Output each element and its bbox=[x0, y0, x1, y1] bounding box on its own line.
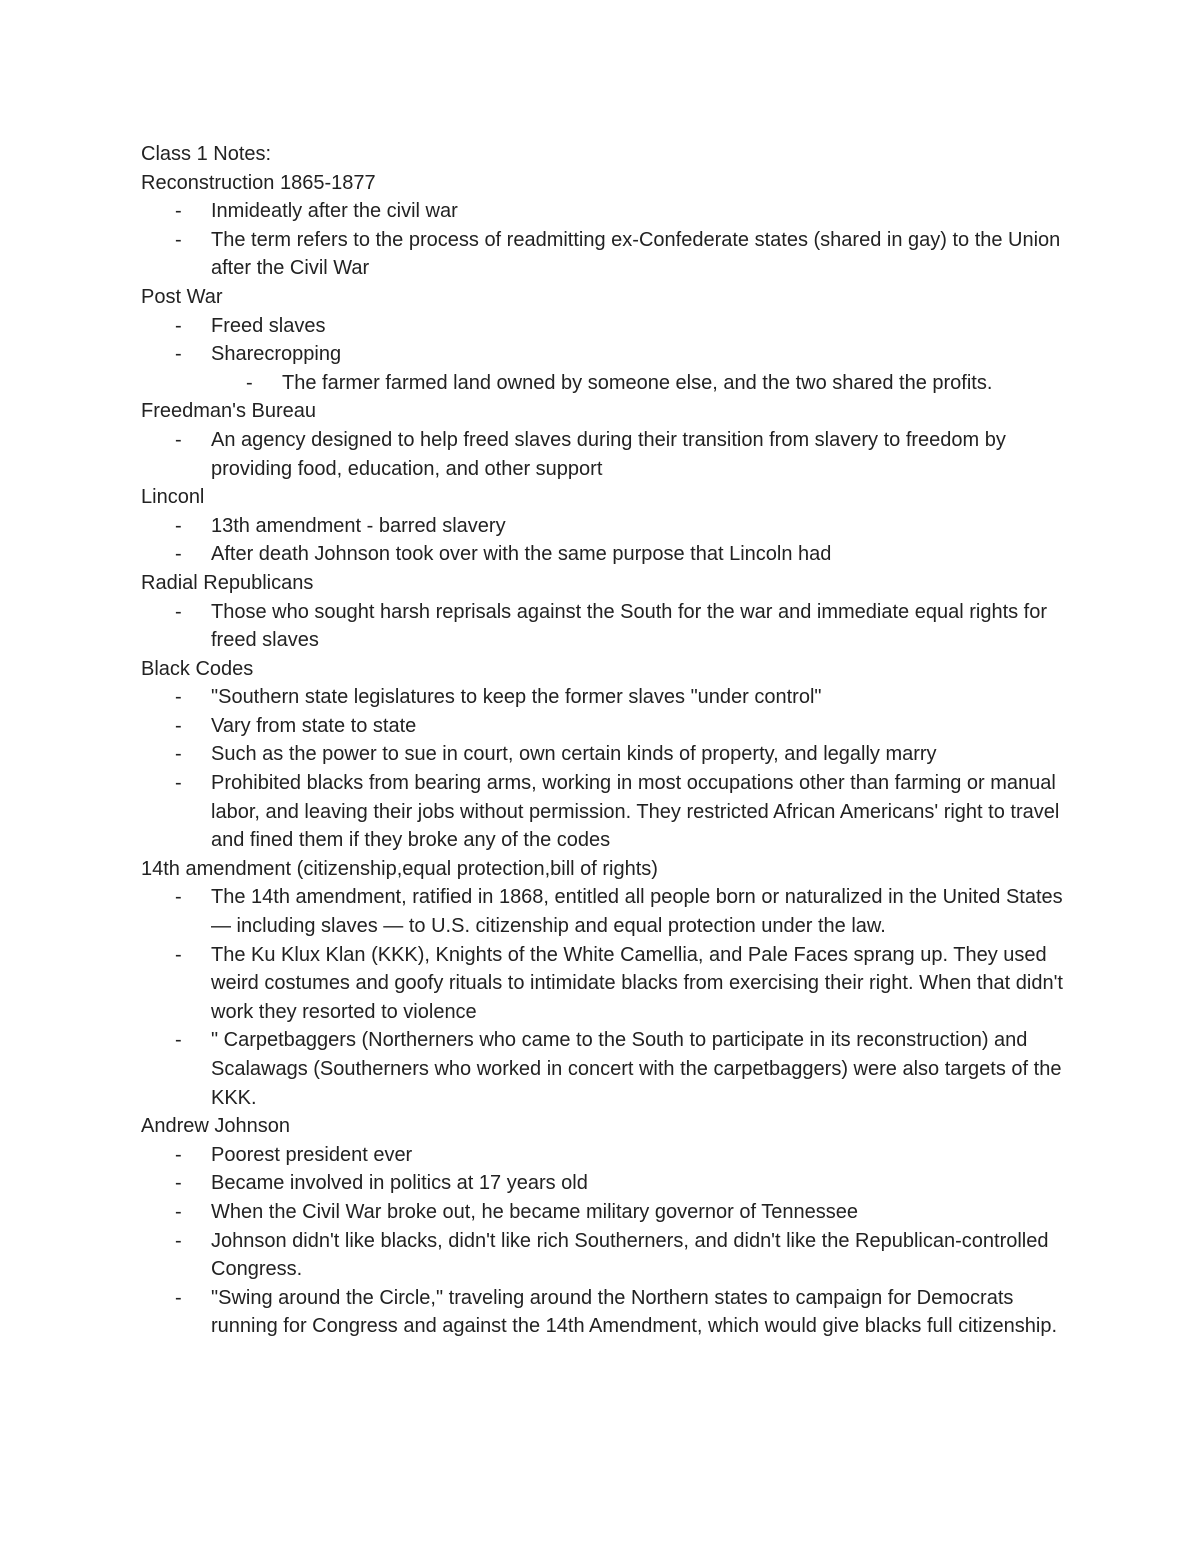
bullet-dash: - bbox=[175, 772, 182, 795]
sections-container bbox=[141, 169, 1071, 1341]
bullet-item bbox=[141, 1026, 1071, 1112]
bullet-list bbox=[141, 683, 1071, 855]
bullet-item bbox=[141, 769, 1071, 855]
section bbox=[141, 1112, 1071, 1341]
bullet-dash: - bbox=[175, 686, 182, 709]
bullet-item bbox=[141, 598, 1071, 655]
bullet-dash: - bbox=[175, 1029, 182, 1052]
bullet-item bbox=[141, 340, 1071, 397]
bullet-item bbox=[141, 540, 1071, 569]
section bbox=[141, 655, 1071, 855]
sub-bullet-item bbox=[211, 369, 1071, 398]
bullet-list bbox=[141, 197, 1071, 283]
bullet-dash: - bbox=[175, 1143, 182, 1166]
bullet-dash: - bbox=[175, 1172, 182, 1195]
bullet-item bbox=[141, 1169, 1071, 1198]
section bbox=[141, 569, 1071, 655]
bullet-dash: - bbox=[175, 1286, 182, 1309]
bullet-dash: - bbox=[175, 314, 182, 337]
section-heading: Radial Republicans bbox=[141, 571, 314, 594]
bullet-item bbox=[141, 226, 1071, 283]
bullet-text: Became involved in politics at 17 years old bbox=[211, 1172, 588, 1195]
section bbox=[141, 283, 1071, 397]
bullet-text: " Carpetbaggers (Northerners who came to the South to participate in its reconstruction) and Scalawags (Southerners who worked in concert with the carpetbaggers) were also targets of the KKK. bbox=[211, 1029, 1062, 1109]
section bbox=[141, 169, 1071, 283]
bullet-dash: - bbox=[175, 1200, 182, 1223]
bullet-dash: - bbox=[175, 943, 182, 966]
bullet-text: The 14th amendment, ratified in 1868, entitled all people born or naturalized in the United States — including slaves — to U.S. citizenship and equal protection under the law. bbox=[211, 886, 1063, 938]
bullet-list bbox=[141, 426, 1071, 483]
section-heading: Linconl bbox=[141, 486, 205, 509]
bullet-dash: - bbox=[175, 200, 182, 223]
bullet-dash: - bbox=[175, 600, 182, 623]
bullet-text: "Swing around the Circle," traveling around the Northern states to campaign for Democrats running for Congress and against the 14th Amendment, which would give blacks full citizenship. bbox=[211, 1286, 1058, 1338]
bullet-text: Prohibited blacks from bearing arms, working in most occupations other than farming or manual labor, and leaving their jobs without permission. They restricted African Americans' right to travel and fined them if they broke any of the codes bbox=[211, 772, 1060, 852]
bullet-dash: - bbox=[175, 428, 182, 451]
bullet-item bbox=[141, 1227, 1071, 1284]
bullet-text: The Ku Klux Klan (KKK), Knights of the White Camellia, and Pale Faces sprang up. They used weird costumes and goofy rituals to intimidate blacks from exercising their right. When that didn't work they resorted to violence bbox=[211, 943, 1063, 1023]
sub-bullet-text: The farmer farmed land owned by someone else, and the two shared the profits. bbox=[282, 371, 993, 394]
bullet-list bbox=[141, 1141, 1071, 1341]
bullet-text: After death Johnson took over with the same purpose that Lincoln had bbox=[211, 543, 832, 566]
section-heading: Reconstruction 1865-1877 bbox=[141, 171, 376, 194]
bullet-list bbox=[141, 598, 1071, 655]
bullet-dash: - bbox=[175, 1229, 182, 1252]
bullet-text: "Southern state legislatures to keep the former slaves "under control" bbox=[211, 686, 822, 709]
bullet-text: 13th amendment - barred slavery bbox=[211, 514, 506, 537]
notes-document bbox=[141, 140, 1071, 1341]
bullet-item bbox=[141, 1198, 1071, 1227]
bullet-item bbox=[141, 941, 1071, 1027]
bullet-text: Freed slaves bbox=[211, 314, 326, 337]
bullet-list bbox=[141, 512, 1071, 569]
bullet-item bbox=[141, 883, 1071, 940]
bullet-item bbox=[141, 512, 1071, 541]
bullet-text: Johnson didn't like blacks, didn't like rich Southerners, and didn't like the Republican-controlled Congress. bbox=[211, 1229, 1049, 1281]
bullet-item bbox=[141, 1284, 1071, 1341]
section-heading: 14th amendment (citizenship,equal protection,bill of rights) bbox=[141, 857, 658, 880]
bullet-text: An agency designed to help freed slaves during their transition from slavery to freedom by providing food, education, and other support bbox=[211, 428, 1006, 480]
bullet-item bbox=[141, 426, 1071, 483]
section bbox=[141, 483, 1071, 569]
bullet-dash: - bbox=[175, 886, 182, 909]
sub-bullet-list bbox=[211, 369, 1071, 398]
bullet-text: Those who sought harsh reprisals against the South for the war and immediate equal rights for freed slaves bbox=[211, 600, 1048, 652]
bullet-text: Inmideatly after the civil war bbox=[211, 200, 458, 223]
bullet-item bbox=[141, 312, 1071, 341]
bullet-item bbox=[141, 712, 1071, 741]
section-heading: Post War bbox=[141, 285, 223, 308]
bullet-dash: - bbox=[246, 371, 253, 394]
section bbox=[141, 855, 1071, 1112]
section-heading: Black Codes bbox=[141, 657, 254, 680]
bullet-item bbox=[141, 683, 1071, 712]
section-heading: Andrew Johnson bbox=[141, 1115, 290, 1138]
section-heading: Freedman's Bureau bbox=[141, 400, 317, 423]
bullet-item bbox=[141, 740, 1071, 769]
bullet-text: Vary from state to state bbox=[211, 714, 417, 737]
bullet-dash: - bbox=[175, 743, 182, 766]
document-title: Class 1 Notes: bbox=[141, 143, 272, 165]
bullet-text: Sharecropping bbox=[211, 343, 342, 366]
bullet-dash: - bbox=[175, 514, 182, 537]
bullet-text: The term refers to the process of readmitting ex-Confederate states (shared in gay) to the Union after the Civil War bbox=[211, 228, 1061, 280]
bullet-dash: - bbox=[175, 543, 182, 566]
bullet-dash: - bbox=[175, 714, 182, 737]
bullet-item bbox=[141, 197, 1071, 226]
bullet-dash: - bbox=[175, 228, 182, 251]
bullet-text: When the Civil War broke out, he became military governor of Tennessee bbox=[211, 1200, 858, 1223]
bullet-list bbox=[141, 312, 1071, 398]
bullet-text: Poorest president ever bbox=[211, 1143, 413, 1166]
bullet-item bbox=[141, 1141, 1071, 1170]
bullet-dash: - bbox=[175, 343, 182, 366]
section bbox=[141, 397, 1071, 483]
bullet-list bbox=[141, 883, 1071, 1112]
bullet-text: Such as the power to sue in court, own certain kinds of property, and legally marry bbox=[211, 743, 937, 766]
